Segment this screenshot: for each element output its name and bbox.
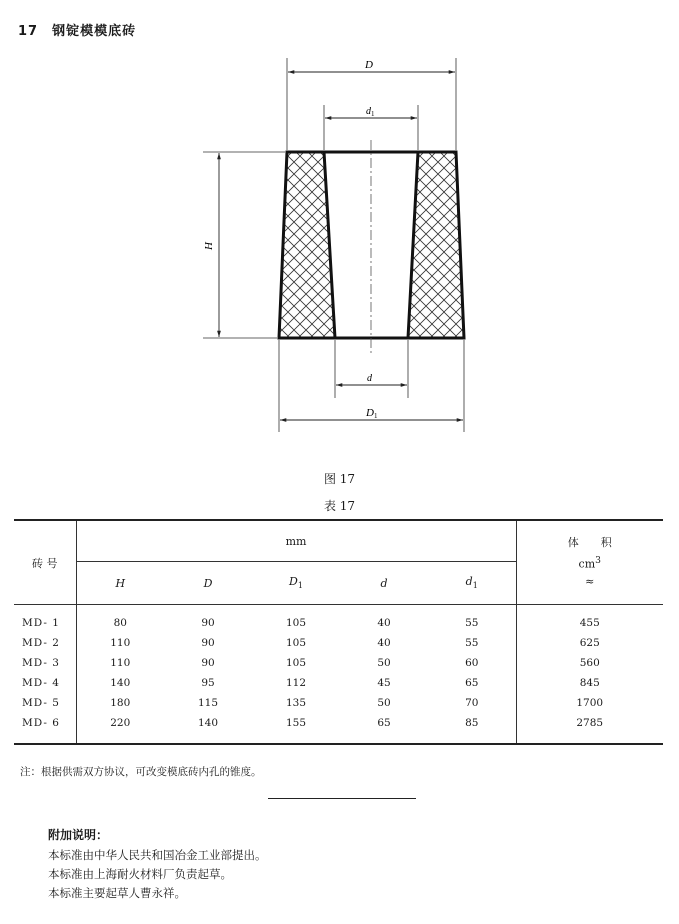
cell-d1: 60 — [465, 657, 479, 669]
cell-D: 90 — [201, 617, 215, 629]
cell-H: 140 — [110, 677, 131, 689]
appendix-line: 本标准主要起草人曹永祥。 — [48, 886, 186, 900]
header-D1: $D_1$ — [252, 562, 340, 605]
cell-D1: 155 — [252, 713, 340, 744]
cell-volume: 455 — [516, 605, 663, 634]
table-row — [14, 713, 663, 744]
table-note: 注：根据供需双方协议，可改变模底砖内孔的锥度。 — [20, 766, 262, 778]
cell-d: 40 — [377, 617, 391, 629]
label-D: D — [365, 59, 373, 71]
label-D1: D1 — [366, 407, 378, 420]
cell-D1: 135 — [285, 697, 307, 709]
cell-volume: 845 — [516, 673, 663, 693]
appendix-line: 本标准由上海耐火材料厂负责起草。 — [48, 867, 232, 881]
cell-D: 90 — [201, 657, 215, 669]
brick-left-wall — [279, 152, 335, 338]
section-heading — [18, 20, 136, 39]
label-H: H — [203, 242, 215, 250]
section-number: 17 — [18, 24, 39, 39]
cell-volume: 625 — [516, 633, 663, 653]
section-title: 钢锭模模底砖 — [52, 24, 137, 39]
header-model: 砖 号 — [14, 520, 76, 605]
cell-d1: 65 — [465, 677, 479, 689]
table-row — [14, 653, 663, 673]
table-caption: 表 17 — [323, 499, 356, 513]
table-row — [14, 605, 663, 634]
cell-H: 110 — [110, 637, 131, 649]
header-D: D — [164, 562, 252, 605]
label-d1: $d_1$ — [366, 106, 375, 118]
cell-D1: 105 — [285, 617, 307, 629]
cell-D1: 105 — [285, 657, 307, 669]
cell-model: MD- 6 — [14, 713, 76, 744]
header-H: H — [76, 562, 164, 605]
table-row — [14, 693, 663, 713]
header-volume: 体 积 $cm^3$ ≈ — [516, 520, 663, 605]
appendix-line: 本标准由中华人民共和国冶金工业部提出。 — [48, 848, 267, 862]
header-unit-mm: mm — [76, 520, 516, 562]
cell-d1: 70 — [465, 697, 479, 709]
cell-d: 40 — [377, 637, 391, 649]
cell-model: MD- 1 — [14, 605, 76, 634]
cell-d: 65 — [340, 713, 428, 744]
appendix-title: 附加说明： — [48, 828, 109, 842]
cell-d1: 85 — [428, 713, 516, 744]
cell-D: 90 — [201, 637, 215, 649]
brick-diagram — [0, 40, 679, 440]
cell-d: 50 — [377, 697, 391, 709]
spec-table — [14, 519, 663, 745]
cell-H: 180 — [110, 697, 131, 709]
cell-model: MD- 4 — [14, 673, 76, 693]
cell-D1: 105 — [285, 637, 307, 649]
cell-H: 80 — [113, 617, 127, 629]
cell-d: 45 — [377, 677, 391, 689]
divider — [268, 798, 416, 799]
cell-d: 50 — [377, 657, 391, 669]
label-d: d — [367, 373, 372, 384]
figure-caption: 图 17 — [323, 472, 356, 486]
cell-D: 115 — [197, 697, 219, 709]
header-d: d — [340, 562, 428, 605]
cell-d1: 55 — [465, 637, 479, 649]
cell-volume: 560 — [516, 653, 663, 673]
cell-D1: 112 — [285, 677, 307, 689]
table-row — [14, 673, 663, 693]
cell-H: 220 — [76, 713, 164, 744]
table-row — [14, 633, 663, 653]
cell-model: MD- 2 — [14, 633, 76, 653]
cell-D: 95 — [201, 677, 215, 689]
cell-volume: 2785 — [516, 713, 663, 744]
brick-right-wall — [408, 152, 464, 338]
cell-D: 140 — [164, 713, 252, 744]
cell-model: MD- 3 — [14, 653, 76, 673]
cell-volume: 1700 — [516, 693, 663, 713]
cell-model: MD- 5 — [14, 693, 76, 713]
header-d1: $d_1$ — [428, 562, 516, 605]
cell-d1: 55 — [465, 617, 479, 629]
cell-H: 110 — [110, 657, 131, 669]
